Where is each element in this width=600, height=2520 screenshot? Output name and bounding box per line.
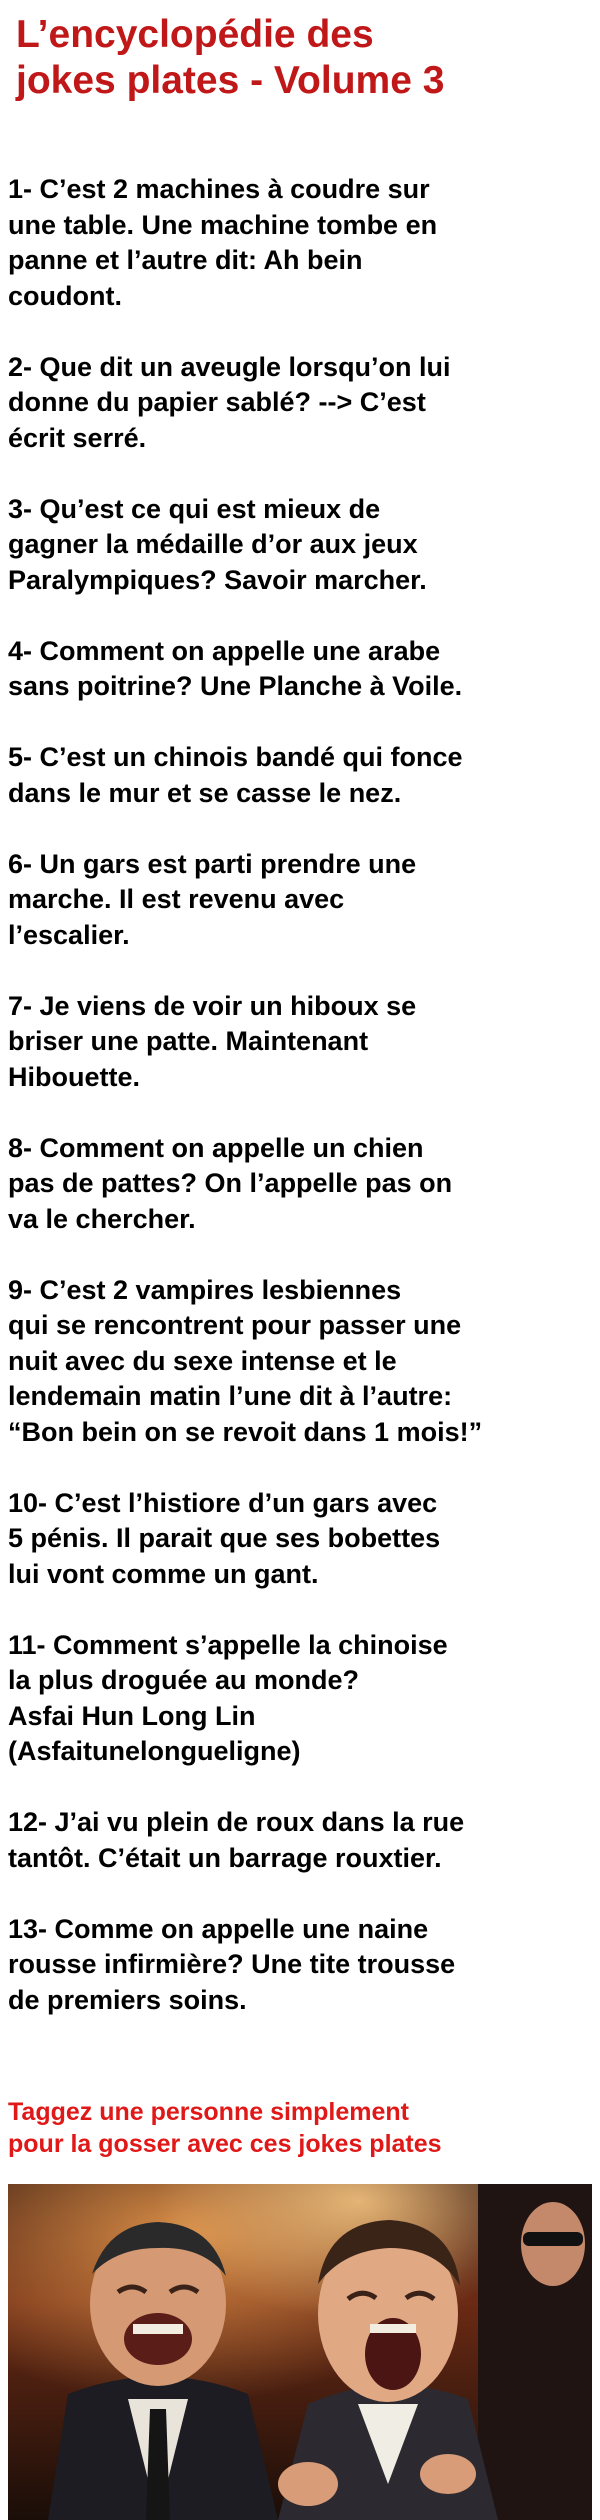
laughing-men-photo <box>8 2184 592 2520</box>
joke-6: 6- Un gars est parti prendre une marche. Il est revenu avec l’escalier. <box>8 848 417 950</box>
joke-4: 4- Comment on appelle une arabe sans poitrine? Une Planche à Voile. <box>8 635 463 701</box>
joke-1: 1- C’est 2 machines à coudre sur une table. Une machine tombe en panne et l’autre dit: Ah bein coudont. <box>8 174 438 311</box>
joke-8: 8- Comment on appelle un chien pas de pattes? On l’appelle pas on va le chercher. <box>8 1132 453 1234</box>
photo-illustration <box>8 2184 592 2520</box>
joke-10: 10- C’est l’histiore d’un gars avec 5 pénis. Il parait que ses bobettes lui vont comme un gant. <box>8 1487 441 1589</box>
joke-9: 9- C’est 2 vampires lesbiennes qui se rencontrent pour passer une nuit avec du sexe intense et le lendemain matin l’une dit à l’autre: “Bon bein on se revoit dans 1 mois!” <box>8 1274 483 1447</box>
joke-7: 7- Je viens de voir un hiboux se briser une patte. Maintenant Hibouette. <box>8 990 417 1092</box>
page-title: L’encyclopédie des jokes plates - Volume 3 <box>16 13 445 102</box>
joke-2: 2- Que dit un aveugle lorsqu’on lui donne du papier sablé? --> C’est écrit serré. <box>8 351 451 453</box>
joke-11: 11- Comment s’appelle la chinoise la plus droguée au monde? Asfai Hun Long Lin (Asfaitunelongueligne) <box>8 1629 448 1766</box>
jokes-list <box>8 172 598 2054</box>
joke-5: 5- C’est un chinois bandé qui fonce dans le mur et se casse le nez. <box>8 742 463 808</box>
joke-13: 13- Comme on appelle une naine rousse infirmière? Une tite trousse de premiers soins. <box>8 1913 456 2015</box>
joke-12: 12- J’ai vu plein de roux dans la rue tantôt. C’était un barrage rouxtier. <box>8 1807 465 1873</box>
joke-3: 3- Qu’est ce qui est mieux de gagner la médaille d’or aux jeux Paralympiques? Savoir marcher. <box>8 493 427 595</box>
call-to-action: Taggez une personne simplement pour la gosser avec ces jokes plates <box>8 2098 442 2158</box>
